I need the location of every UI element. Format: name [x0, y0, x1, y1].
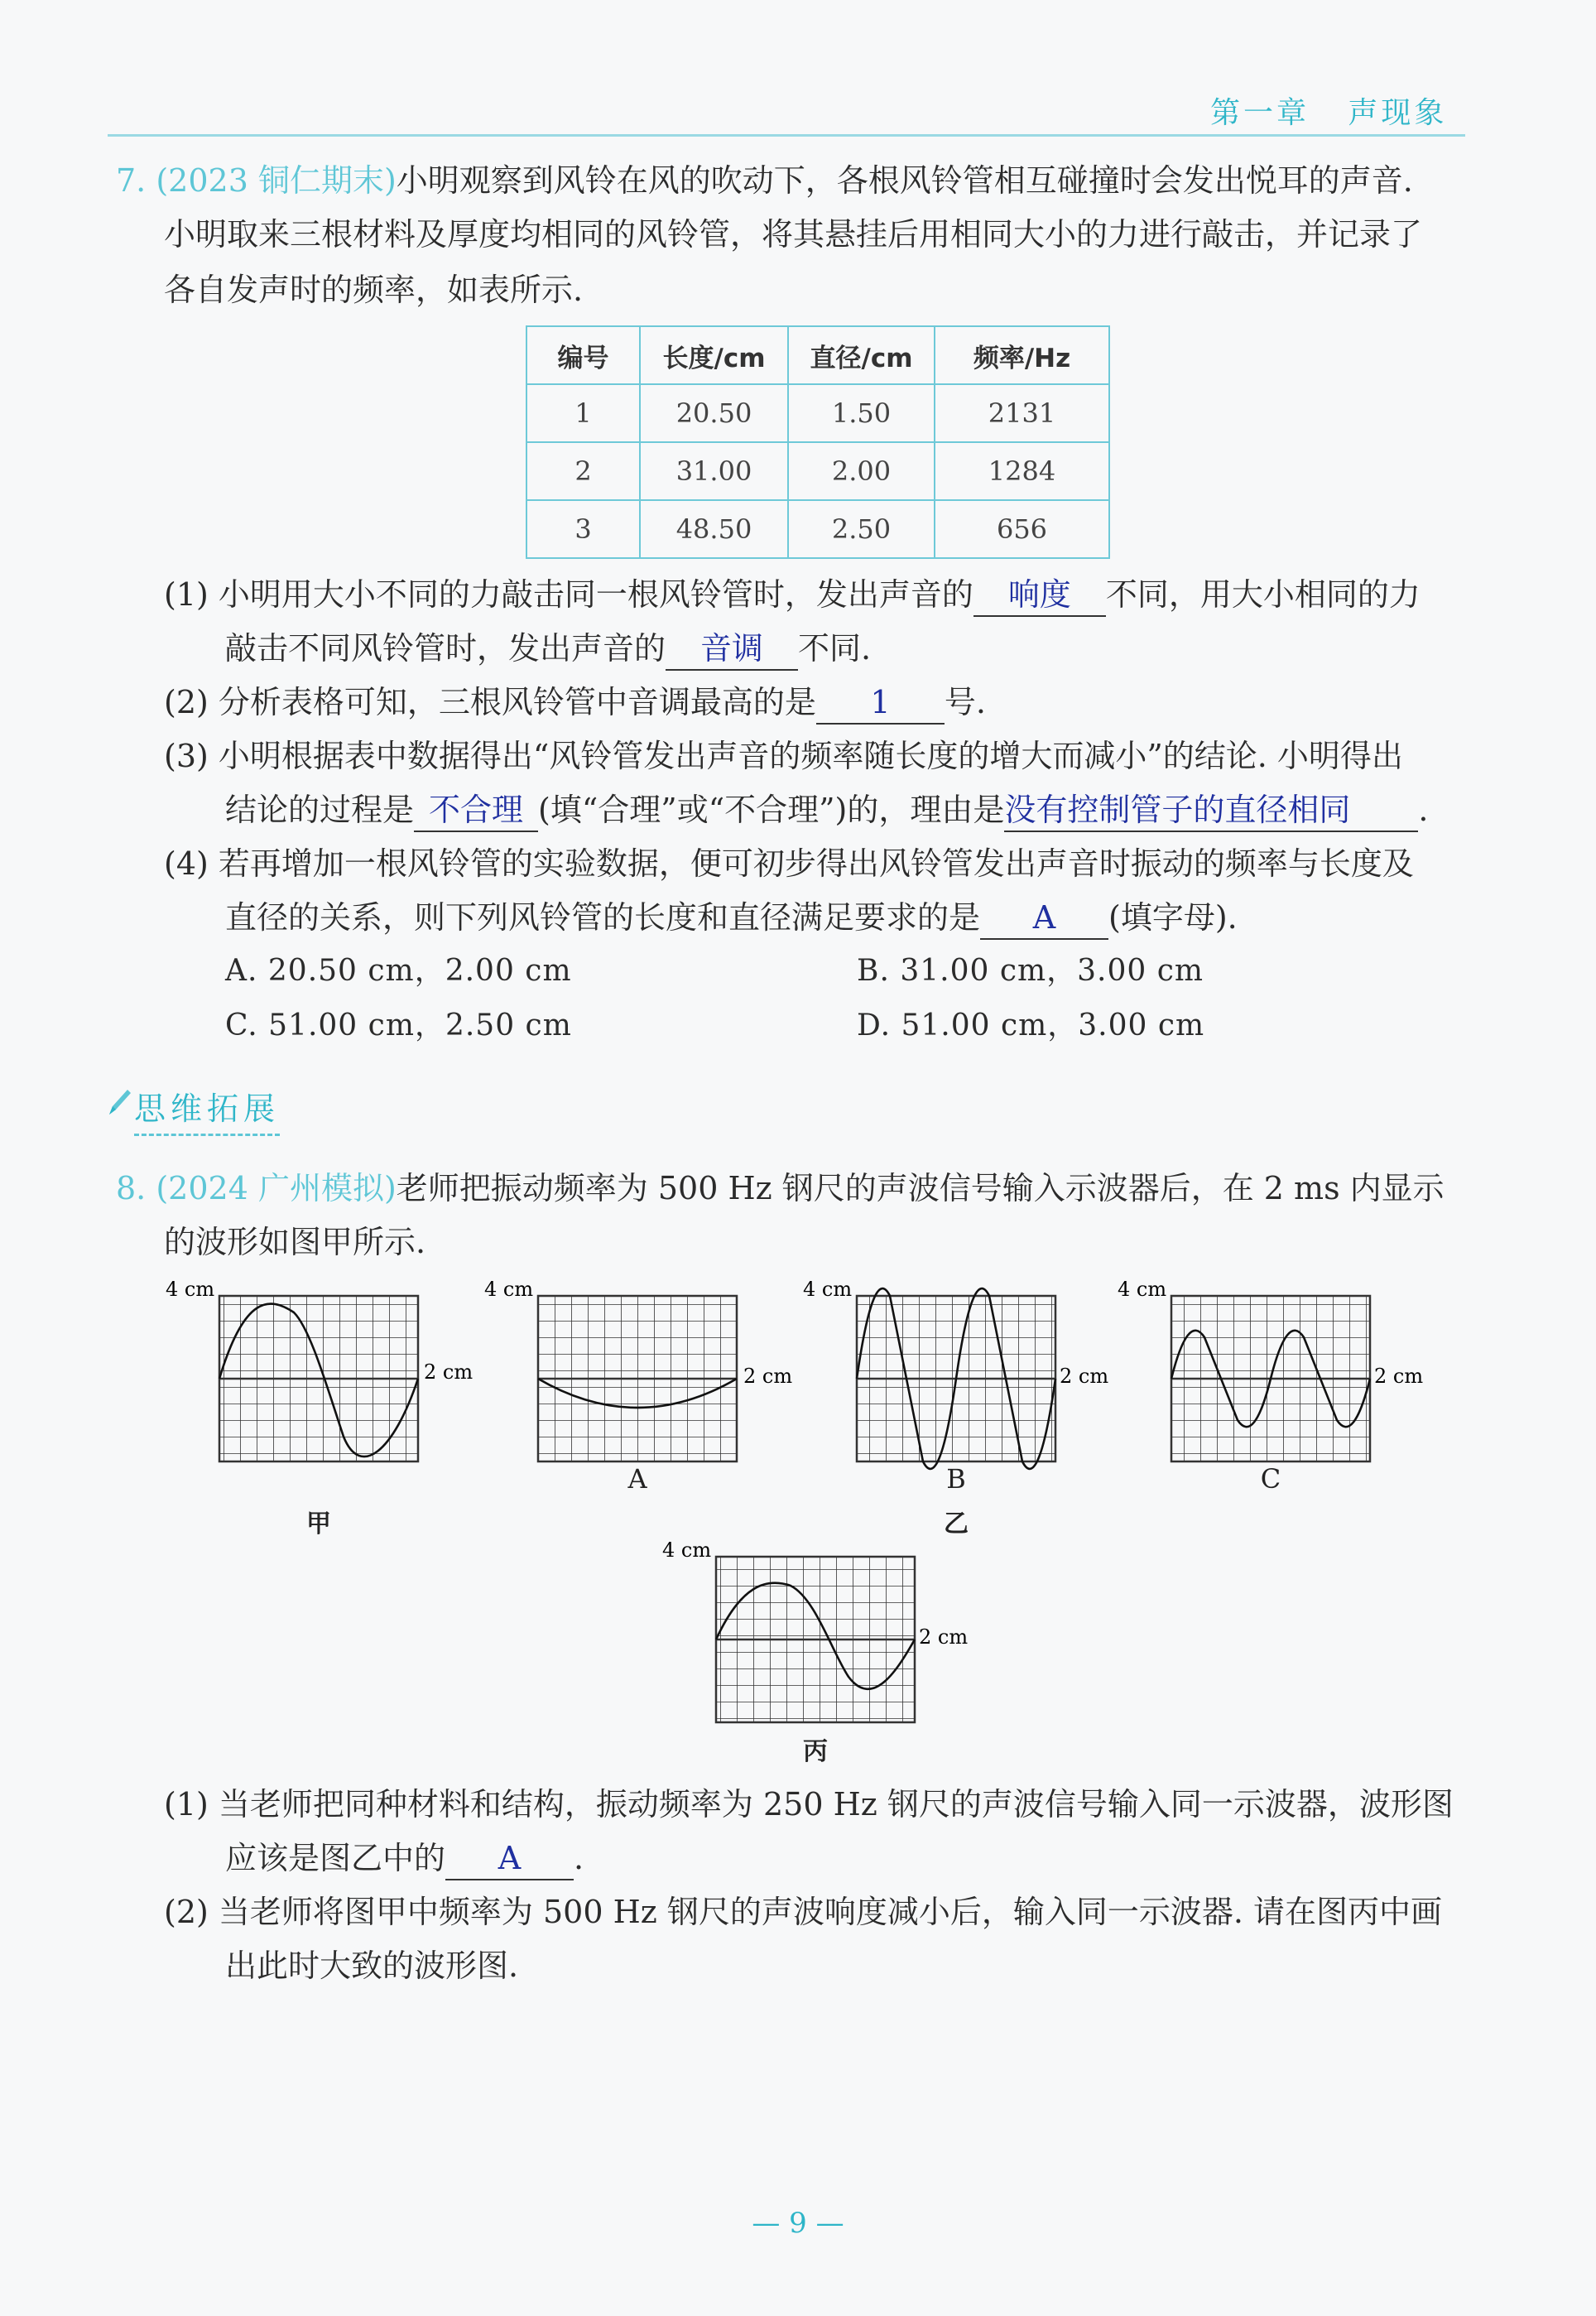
q7-part4-line2: 直径的关系，则下列风铃管的长度和直径满足要求的是 A (填字母).: [225, 890, 1238, 945]
table-cell: 3: [526, 500, 640, 558]
oscilloscope-figures: [124, 1271, 1449, 1766]
answer-blank[interactable]: 不合理: [414, 789, 538, 832]
graph-b: [803, 1278, 1108, 1469]
q8-number: 8.: [116, 1170, 147, 1206]
q8-part2-line2: 出此时大致的波形图.: [225, 1948, 519, 1984]
caption-b: B: [946, 1463, 966, 1495]
table-cell: 20.50: [640, 384, 788, 442]
answer-blank[interactable]: 没有控制管子的直径相同: [1004, 789, 1418, 832]
chapter-title: [1210, 89, 1447, 132]
table-cell: 48.50: [640, 500, 788, 558]
q7-part1-line1: (1) 小明用大小不同的力敲击同一根风铃管时，发出声音的 响度 不同，用大小相同的力: [164, 567, 1421, 622]
axis-label-top: 4 cm: [166, 1278, 215, 1301]
q8-line1: 8. (2024 广州模拟)老师把振动频率为 500 Hz 钢尺的声波信号输入示波器后，在 2 ms 内显示: [116, 1170, 1445, 1206]
axis-label-mid: 2 cm: [743, 1365, 793, 1388]
q8-line2: 的波形如图甲所示.: [164, 1224, 426, 1260]
frequency-table: [526, 325, 1110, 559]
table-row: [526, 384, 1109, 442]
axis-label-mid: 2 cm: [1374, 1365, 1424, 1388]
table-cell: 2.00: [788, 442, 935, 500]
option-c: C. 51.00 cm，2.50 cm: [225, 1009, 572, 1042]
axis-label-mid: 2 cm: [919, 1625, 969, 1649]
q7-part3-line2: 结论的过程是 不合理 (填“合理”或“不合理”)的，理由是没有控制管子的直径相同 .: [225, 782, 1428, 837]
graph-bing: [662, 1538, 968, 1722]
answer-blank[interactable]: 1: [816, 681, 945, 725]
axis-label-mid: 2 cm: [1060, 1365, 1109, 1388]
pencil-icon: [106, 1086, 132, 1119]
answer-blank[interactable]: 响度: [973, 574, 1106, 617]
table-cell: 2131: [935, 384, 1109, 442]
caption-bing: 丙: [803, 1737, 828, 1766]
table-row: [526, 500, 1109, 558]
table-cell: 2: [526, 442, 640, 500]
answer-blank[interactable]: 音调: [666, 628, 798, 671]
table-row: [526, 442, 1109, 500]
chapter-label: 第一章: [1210, 96, 1310, 130]
q7-part4-line1: (4) 若再增加一根风铃管的实验数据，便可初步得出风铃管发出声音时振动的频率与长度及: [164, 845, 1414, 882]
option-a: A. 20.50 cm，2.00 cm: [225, 954, 572, 988]
axis-label-top: 4 cm: [484, 1278, 534, 1301]
section-title: 思维拓展: [134, 1083, 280, 1136]
q7-source: (2023 铜仁期末): [156, 162, 397, 199]
q8-part1-line1: (1) 当老师把同种材料和结构，振动频率为 250 Hz 钢尺的声波信号输入同一示波器，波形图: [164, 1786, 1454, 1822]
header-cell: 频率/Hz: [935, 326, 1109, 384]
q7-line3: 各自发声时的频率，如表所示.: [164, 272, 584, 308]
table-cell: 1284: [935, 442, 1109, 500]
table-cell: 31.00: [640, 442, 788, 500]
topic-label: 声现象: [1348, 96, 1448, 130]
q7-line1: 7. (2023 铜仁期末)小明观察到风铃在风的吹动下，各根风铃管相互碰撞时会发出悦耳的声音.: [116, 162, 1413, 199]
q7-line2: 小明取来三根材料及厚度均相同的风铃管，将其悬挂后用相同大小的力进行敲击，并记录了: [164, 216, 1423, 253]
q7-part1-line2: 敲击不同风铃管时，发出声音的 音调 不同.: [225, 621, 871, 676]
table-cell: 1.50: [788, 384, 935, 442]
header-cell: 直径/cm: [788, 326, 935, 384]
axis-label-mid: 2 cm: [424, 1360, 474, 1384]
q7-part2: (2) 分析表格可知，三根风铃管中音调最高的是 1 号.: [164, 675, 986, 729]
q8-part1-line2: 应该是图乙中的 A .: [225, 1831, 584, 1885]
caption-yi: 乙: [944, 1509, 969, 1538]
table-cell: 2.50: [788, 500, 935, 558]
answer-blank[interactable]: A: [445, 1837, 574, 1880]
graph-a: [484, 1278, 792, 1461]
caption-jia: 甲: [306, 1509, 331, 1538]
table-cell: 1: [526, 384, 640, 442]
option-d: D. 51.00 cm，3.00 cm: [857, 1009, 1205, 1042]
graph-jia: [166, 1278, 473, 1461]
axis-label-top: 4 cm: [1118, 1278, 1167, 1301]
axis-label-top: 4 cm: [662, 1538, 712, 1562]
q8-source: (2024 广州模拟): [156, 1170, 397, 1206]
axis-label-top: 4 cm: [803, 1278, 853, 1301]
table-cell: 656: [935, 500, 1109, 558]
q7-part3-line1: (3) 小明根据表中数据得出“风铃管发出声音的频率随长度的增大而减小”的结论. 小明得出: [164, 738, 1403, 774]
answer-blank[interactable]: A: [980, 897, 1108, 940]
caption-c: C: [1260, 1463, 1281, 1495]
header-divider: [108, 134, 1465, 137]
header-cell: 编号: [526, 326, 640, 384]
page-number: — 9 —: [752, 2207, 844, 2240]
graph-c: [1118, 1278, 1423, 1461]
table-header-row: [526, 326, 1109, 384]
option-b: B. 31.00 cm，3.00 cm: [857, 954, 1204, 988]
q8-part2-line1: (2) 当老师将图甲中频率为 500 Hz 钢尺的声波响度减小后，输入同一示波器. 请在图丙中画: [164, 1894, 1442, 1930]
header-cell: 长度/cm: [640, 326, 788, 384]
caption-a: A: [627, 1463, 647, 1495]
q7-number: 7.: [116, 162, 147, 199]
